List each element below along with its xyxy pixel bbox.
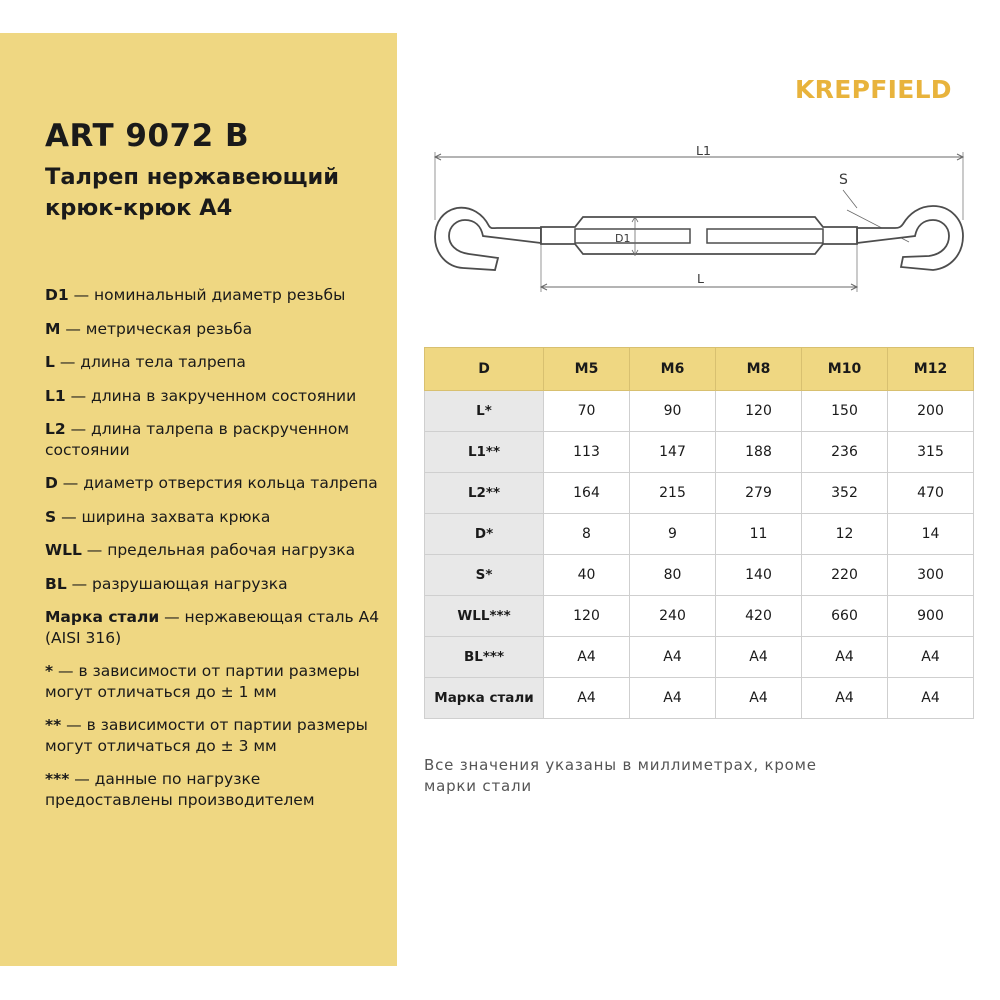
table-row — [425, 473, 974, 514]
table-row — [425, 391, 974, 432]
table-row-label: L1** — [425, 432, 544, 473]
body-window-right — [707, 229, 823, 243]
label-d1: D1 — [615, 232, 631, 245]
legend-term: D — [45, 474, 58, 492]
table-row — [425, 637, 974, 678]
table-cell: 164 — [544, 473, 630, 514]
table-cell: 420 — [716, 596, 802, 637]
table-cell: 240 — [630, 596, 716, 637]
table-cell: А4 — [716, 678, 802, 719]
table-cell: 279 — [716, 473, 802, 514]
table-cell: А4 — [802, 678, 888, 719]
table-row — [425, 555, 974, 596]
table-header-cell: M12 — [888, 348, 974, 391]
legend-term: ** — [45, 716, 62, 734]
legend-item — [45, 540, 390, 561]
legend-desc: — длина тела талрепа — [54, 353, 246, 371]
table-row-label: L* — [425, 391, 544, 432]
table-cell: А4 — [802, 637, 888, 678]
legend-term: L1 — [45, 386, 66, 405]
legend-item — [45, 419, 390, 460]
legend-term: D1 — [45, 286, 69, 304]
legend-desc: — в зависимости от партии размеры могут отличаться до ± 1 мм — [45, 662, 360, 701]
table-cell: 660 — [802, 596, 888, 637]
body-window-left — [575, 229, 690, 243]
table-cell: 215 — [630, 473, 716, 514]
legend-desc: — номинальный диаметр резьбы — [68, 286, 346, 304]
legend-item — [45, 352, 390, 373]
table-header-cell: M5 — [544, 348, 630, 391]
table-row-label: S* — [425, 555, 544, 596]
table-cell: А4 — [888, 637, 974, 678]
table-header-cell: M10 — [802, 348, 888, 391]
table-row-label: WLL*** — [425, 596, 544, 637]
legend-item — [45, 715, 390, 756]
table-row-label: L2** — [425, 473, 544, 514]
right-hook — [857, 206, 963, 270]
legend-desc: — предельная рабочая нагрузка — [81, 541, 356, 559]
table-cell: 80 — [630, 555, 716, 596]
table-cell: 220 — [802, 555, 888, 596]
legend-term: S — [45, 507, 57, 526]
legend-desc: — диаметр отверстия кольца талрепа — [57, 474, 378, 492]
table-cell: 40 — [544, 555, 630, 596]
legend-term: *** — [45, 770, 70, 788]
table-cell: 150 — [802, 391, 888, 432]
turnbuckle-drawing — [425, 130, 970, 300]
article-number: ART 9072 B — [45, 118, 250, 154]
legend-desc: — данные по нагрузке предоставлены производителем — [45, 770, 315, 809]
table-cell: А4 — [630, 678, 716, 719]
table-cell: 188 — [716, 432, 802, 473]
table-cell: 236 — [802, 432, 888, 473]
left-hook — [435, 208, 541, 270]
table-cell: 900 — [888, 596, 974, 637]
legend-desc: — длина в закрученном состоянии — [65, 386, 357, 405]
spec-table — [424, 347, 974, 719]
legend-desc: — метрическая резьба — [60, 319, 253, 338]
table-cell: А4 — [544, 678, 630, 719]
table-row — [425, 432, 974, 473]
legend-term: L2 — [45, 420, 66, 438]
legend-term: BL — [45, 574, 67, 593]
table-cell: 352 — [802, 473, 888, 514]
table-cell: 8 — [544, 514, 630, 555]
legend-item — [45, 386, 390, 407]
legend-term: Марка стали — [45, 608, 160, 626]
table-cell: 12 — [802, 514, 888, 555]
legend-list — [45, 285, 390, 823]
table-cell: А4 — [888, 678, 974, 719]
table-cell: 120 — [716, 391, 802, 432]
table-header-cell: M6 — [630, 348, 716, 391]
legend-term: * — [45, 662, 54, 680]
table-cell: 14 — [888, 514, 974, 555]
legend-desc: — в зависимости от партии размеры могут отличаться до ± 3 мм — [45, 716, 368, 755]
legend-desc: — ширина захвата крюка — [56, 507, 271, 526]
table-cell: 90 — [630, 391, 716, 432]
table-cell: 147 — [630, 432, 716, 473]
table-cell: 9 — [630, 514, 716, 555]
table-cell: 315 — [888, 432, 974, 473]
legend-item — [45, 607, 390, 648]
table-row-label: D* — [425, 514, 544, 555]
legend-term: L — [45, 353, 55, 371]
legend-desc: — нержавеющая сталь А4 (AISI 316) — [45, 608, 380, 647]
table-row — [425, 678, 974, 719]
legend-item — [45, 574, 390, 595]
table-cell: 70 — [544, 391, 630, 432]
table-cell: 140 — [716, 555, 802, 596]
table-cell: 200 — [888, 391, 974, 432]
table-header-cell: M8 — [716, 348, 802, 391]
table-cell: 470 — [888, 473, 974, 514]
table-row-label: Марка стали — [425, 678, 544, 719]
legend-desc: — разрушающая нагрузка — [66, 574, 288, 593]
table-cell: 113 — [544, 432, 630, 473]
units-note: Все значения указаны в миллиметрах, кроме марки стали — [424, 756, 817, 795]
label-l1: L1 — [696, 143, 711, 158]
table-cell: 120 — [544, 596, 630, 637]
table-cell: А4 — [630, 637, 716, 678]
table-row-label: BL*** — [425, 637, 544, 678]
legend-item — [45, 507, 390, 528]
legend-item — [45, 473, 390, 494]
table-header-cell: D — [425, 348, 544, 391]
legend-desc: — длина талрепа в раскрученном состоянии — [45, 420, 350, 459]
table-cell: 11 — [716, 514, 802, 555]
legend-term: WLL — [45, 541, 82, 559]
legend-item — [45, 769, 390, 810]
table-header-row — [425, 348, 974, 391]
legend-item — [45, 661, 390, 702]
legend-item — [45, 319, 390, 340]
legend-item — [45, 285, 390, 306]
table-row — [425, 514, 974, 555]
label-l: L — [697, 271, 704, 286]
table-cell: А4 — [716, 637, 802, 678]
table-cell: 300 — [888, 555, 974, 596]
brand-logo: KREPFIELD — [795, 75, 952, 104]
table-row — [425, 596, 974, 637]
label-s: S — [839, 172, 848, 188]
legend-term: M — [45, 319, 61, 338]
product-name: Талреп нержавеющий крюк-крюк А4 — [45, 164, 340, 221]
table-cell: А4 — [544, 637, 630, 678]
